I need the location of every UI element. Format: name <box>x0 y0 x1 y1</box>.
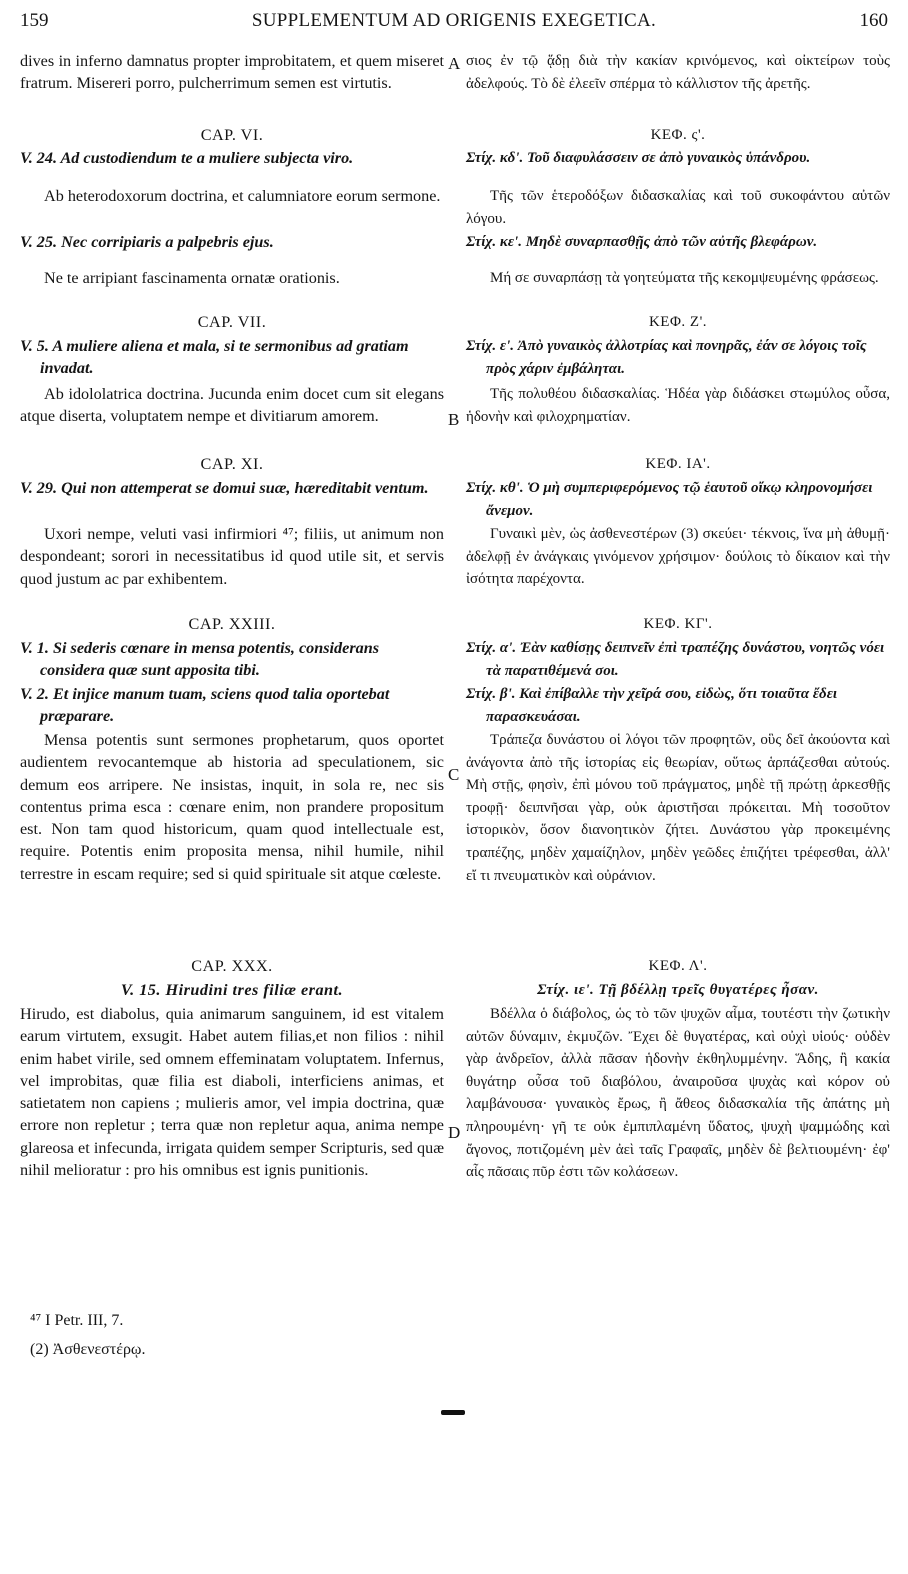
greek-paragraph-intro: σιος ἐν τῷ ᾅδῃ διὰ τὴν κακίαν κρινόμενος, καὶ οἰκτείρων τοὺς ἀδελφούς. Τὸ δὲ ἐλεεῖν σπέρμα τὸ κάλλιστον τῆς ἀρετῆς. <box>466 53 890 92</box>
page-end-ornament <box>441 1410 465 1415</box>
latin-verse-29: V. 29. Qui non attemperat se domui suæ, hæreditabit ventum. <box>20 479 429 497</box>
greek-verse-1: Στίχ. α'. Ἐὰν καθίσῃς δειπνεῖν ἐπὶ τραπέζης δυνάστου, νοητῶς νόει τὰ παρατιθέμενά σοι. <box>466 640 885 679</box>
greek-paragraph-23: Τράπεζα δυνάστου οἱ λόγοι τῶν προφητῶν, οὓς δεῖ ἀκούοντα καὶ ἀνάγοντα ἀπὸ τῆς ἱστορίας εἰς θεωρίαν, οὕτως ἁρπάζεσθαι αὐτούς. Μὴ στῇς, φησὶν, ἐπὶ μόνου τοῦ πράγματος, μηδὲ τῇ πρώτῃ ἀρκεσθῇς τροφῇ· δειπνῆσαι γὰρ, οὐκ ἀριστῆσαι πρόκειται. Μὴ τοσοῦτον ἱστορικὸν, ὅσον διανοητικὸν ζήτει. Δυνάστου γὰρ προκειμένης τραπέζης, μηδὲν χαμαίζηλον, μηδὲν γεῶδες ἐπιζήτει τρέφεσθαι, ἀλλ' εἴ τι πνευματικὸν καὶ οὐράνιον. <box>466 732 890 884</box>
latin-paragraph-25: Ne te arripiant fascinamenta ornatæ orationis. <box>44 269 340 287</box>
latin-verse-15: V. 15. Hirudini tres filiæ erant. <box>120 981 344 999</box>
greek-verse-2: Στίχ. β'. Καὶ ἐπίβαλλε τὴν χεῖρά σου, εἰδὼς, ὅτι τοιαῦτα ἔδει παρασκευάσαι. <box>466 686 838 725</box>
greek-column <box>466 50 890 1273</box>
greek-paragraph-25: Μή σε συναρπάσῃ τὰ γοητεύματα τῆς κεκομψευμένης φράσεως. <box>490 270 879 286</box>
margin-mark-d: D <box>448 1123 461 1142</box>
running-title: SUPPLEMENTUM AD ORIGENIS EXEGETICA. <box>251 10 657 31</box>
latin-paragraph-30: Hirudo, est diabolus, quia animarum sanguinem, id est vitalem earum virtutem, exsugit. Habet autem filias,et non filios : nihil enim habet virile, sed omnem effeminatam voluptatem. Infernus, vel improbitas, quæ filia est diaboli, interficiens animas, et satietatem non capiens ; mulieris amor, vel impia doctrina, quæ errore non repletur ; terra quæ non repletur aqua, anima nempe glareosa et infecunda, irrigata quidem semper Scripturis, sed quæ nihil melioratur : pro his omnibus est ignis punitionis. <box>20 1005 444 1180</box>
greek-chapter-heading-30: ΚΕΦ. Λ'. <box>648 958 708 974</box>
latin-chapter-heading-23: CAP. XXIII. <box>188 615 276 633</box>
latin-column <box>20 50 444 1273</box>
greek-chapter-heading-7: ΚΕΦ. Ζ'. <box>648 314 708 330</box>
latin-verse-24: V. 24. Ad custodiendum te a muliere subjecta viro. <box>20 149 354 167</box>
margin-mark-a: A <box>448 54 461 73</box>
greek-chapter-heading-11: ΚΕΦ. ΙΑ'. <box>645 456 711 472</box>
latin-verse-2: V. 2. Et injice manum tuam, sciens quod talia oportebat præparare. <box>20 685 390 726</box>
latin-chapter-heading-6: CAP. VI. <box>200 126 264 144</box>
latin-chapter-heading-30: CAP. XXX. <box>191 957 273 975</box>
greek-paragraph-30: Βδέλλα ὁ διάβολος, ὡς τὸ τῶν ψυχῶν αἷμα, τουτέστι τὴν ζωτικὴν αὐτῶν δύναμιν, ἐκμυζῶν. Ἔχει δὲ θυγατέρας, καὶ οὐχὶ υἱούς· οὐδὲν γὰρ ἀνδρεῖον, ἀλλὰ πᾶσαν ἡδονὴν ἐκθηλυμμένην. Ἅδης, ἢ κακία θυγάτηρ οὖσα τοῦ διαβόλου, ἀναιροῦσα ψυχὰς καὶ κόρον οὐ λαμβάνουσα· γυναικὸς ἔρως, ἢ ἄθεος διδασκαλία τῆς ἀπάτης μὴ πληρουμένη· γῆ τε οὐκ ἐμπιπλαμένη ὕδατος, ψυχὴ ψαμμώδης καὶ ἄγονος, ποτιζομένη μὲν ἀεὶ ταῖς Γραφαῖς, μηδὲν δὲ βελτιουμένη· ἐφ' αἷς πᾶσαις πῦρ ἐστι τῶν κολάσεων. <box>466 1006 890 1181</box>
greek-paragraph-24: Τῆς τῶν ἑτεροδόξων διδασκαλίας καὶ τοῦ συκοφάντου αὐτῶν λόγου. <box>466 188 890 227</box>
greek-chapter-heading-23: ΚΕΦ. ΚΓ'. <box>643 616 713 632</box>
latin-paragraph-intro: dives in inferno damnatus propter improbitatem, et quem miseret fratrum. Misereri porro, pulcherrimum semen est virtutis. <box>20 52 444 93</box>
greek-verse-25: Στίχ. κε'. Μηδὲ συναρπασθῇς ἀπὸ τῶν αὐτῆς βλεφάρων. <box>466 234 818 250</box>
latin-chapter-heading-11: CAP. XI. <box>200 455 264 473</box>
latin-paragraph-23: Mensa potentis sunt sermones prophetarum, quos oportet audientem revocantemque ab historia ad speculationem, sic demum eos arripere. Ne insistas, inquit, in sola re, nec sis contentus prima esca : cœnare enim, non prandere propositum est. Non tam quod historicum, quam quod intellectuale est, require. Potentis enim proposita mensa, nihil humile, nihil terrestre in escam require; sed si quid spirituale sit atque cœleste. <box>20 731 444 883</box>
greek-verse-5: Στίχ. ε'. Ἀπὸ γυναικὸς ἀλλοτρίας καὶ πονηρᾶς, ἐάν σε λόγοις τοῖς πρὸς χάριν ἐμβάληται. <box>466 338 867 377</box>
margin-mark-c: C <box>448 765 460 784</box>
greek-verse-24: Στίχ. κδ'. Τοῦ διαφυλάσσειν σε ἀπὸ γυναικὸς ὑπάνδρου. <box>466 150 811 166</box>
margin-mark-b: B <box>448 410 460 429</box>
greek-verse-15: Στίχ. ιε'. Τῇ βδέλλῃ τρεῖς θυγατέρες ἦσαν. <box>537 982 819 998</box>
footnote-2: (2) Ἀσθενεστέρῳ. <box>30 1341 146 1358</box>
greek-verse-29: Στίχ. κθ'. Ὁ μὴ συμπεριφερόμενος τῷ ἑαυτοῦ οἴκῳ κληρονομήσει ἄνεμον. <box>466 480 873 519</box>
page-number-right: 160 <box>859 10 888 31</box>
footnote-1: ⁴⁷ I Petr. III, 7. <box>30 1312 124 1329</box>
latin-chapter-heading-7: CAP. VII. <box>197 313 267 331</box>
greek-paragraph-29: Γυναικὶ μὲν, ὡς ἀσθενεστέρων (3) σκεύει· τέκνοις, ἵνα μὴ ἀθυμῇ· ἀδελφῇ ἐν ἀνάγκαις γινόμενον χρήσιμον· δούλοις τὸ δίκαιον καὶ τὴν ἰσότητα παρέχοντα. <box>466 526 890 588</box>
greek-paragraph-5: Τῆς πολυθέου διδασκαλίας. Ἡδέα γὰρ διδάσκει στωμύλος οὖσα, ἡδονὴν καὶ φιλοχρηματίαν. <box>466 386 890 425</box>
latin-verse-1: V. 1. Si sederis cœnare in mensa potentis, considerans considera quæ sunt apposita tibi. <box>20 639 380 680</box>
latin-verse-25: V. 25. Nec corripiaris a palpebris ejus. <box>20 233 274 251</box>
page-header <box>20 10 888 40</box>
latin-verse-5: V. 5. A muliere aliena et mala, si te sermonibus ad gratiam invadat. <box>20 337 409 378</box>
greek-chapter-heading-6: ΚΕΦ. ς'. <box>650 127 706 143</box>
latin-paragraph-5: Ab idololatrica doctrina. Jucunda enim docet cum sit elegans atque diserta, voluptatem nempe et divitiarum amorem. <box>20 385 444 426</box>
page-number-left: 159 <box>20 10 49 31</box>
latin-paragraph-24: Ab heterodoxorum doctrina, et calumniatore eorum sermone. <box>44 187 441 205</box>
latin-paragraph-29: Uxori nempe, veluti vasi infirmiori ⁴⁷; filiis, ut animum non despondeant; sorori in necessitatibus id quod utile sit, et servis quod justum ac par exhibentem. <box>20 525 444 588</box>
